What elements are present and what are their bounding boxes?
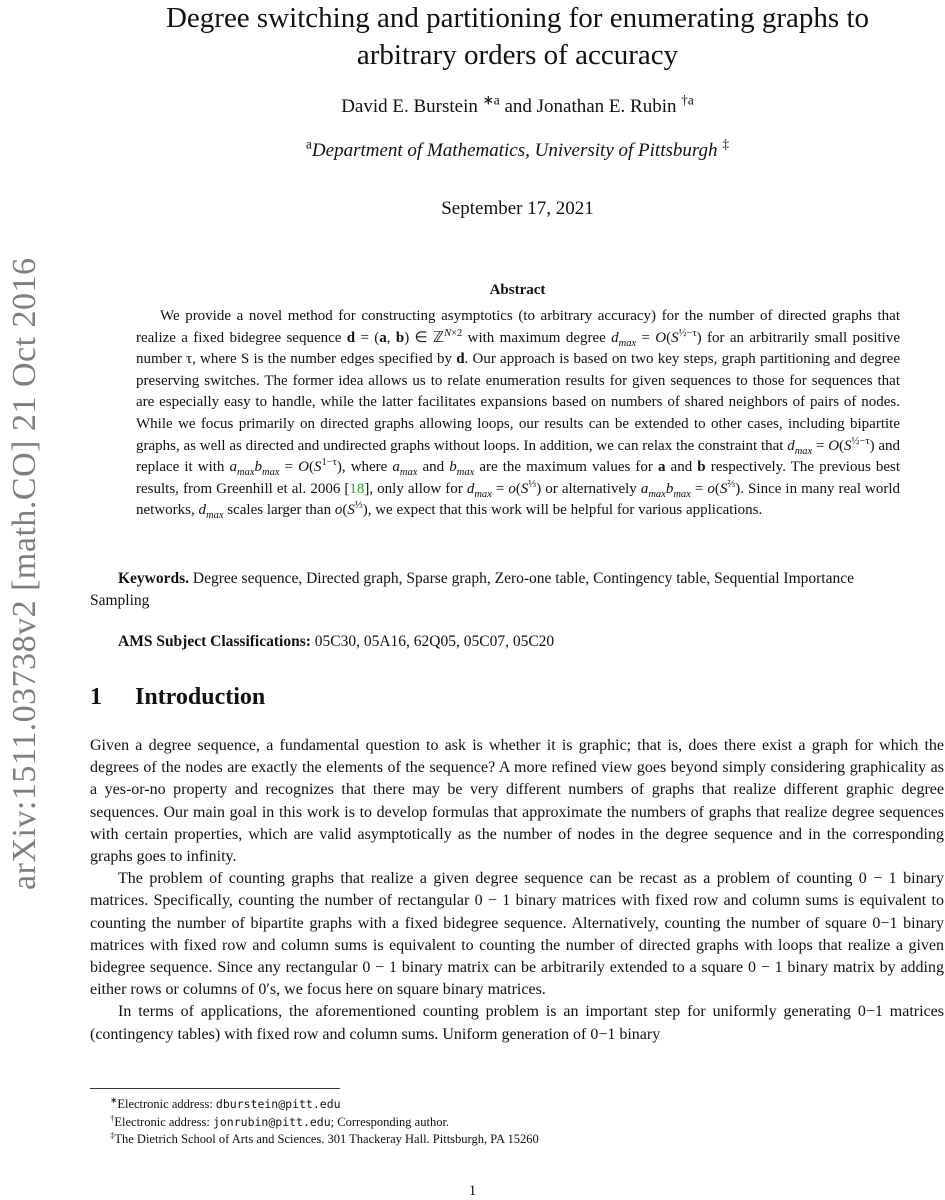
section-title: Introduction: [135, 684, 266, 710]
footnote-1: [110, 1096, 930, 1114]
footnote-2-suffix: ; Corresponding author.: [330, 1114, 450, 1129]
abstract-text: and: [422, 459, 445, 476]
footnote-3-mark: ‡: [110, 1129, 115, 1140]
intro-paragraph-3: In terms of applications, the aforementioned counting problem is an important step for uniformly generating 0−1 matrices (contingency tables) with fixed row and column sums. Uniform generation of 0−1 binary: [90, 1003, 944, 1043]
keywords: [90, 568, 915, 612]
intro-paragraph-1: Given a degree sequence, a fundamental question to ask is whether it is graphic; that is, does there exist a graph for which the degrees of the nodes are exactly the elements of the sequence? A more refined view goes beyond simply considering graphicality as a yes-or-no property and recognizes that there may be very different numbers of graphs that realize different graphic degree sequences. Our main goal in this work is to develop formulas that approximate the numbers of graphs that realize degree sequences with certain properties, which are valid asymptotically as the number of nodes in the degree sequence and in the corresponding graphs goes to infinity.: [90, 737, 944, 866]
abstract-text: for an arbitrarily small positive number τ, where S is the number edges specified by: [136, 329, 900, 368]
abstract-text: and: [670, 459, 693, 476]
footnotes: [110, 1096, 930, 1149]
author-1-mark: ∗a: [482, 92, 500, 108]
citation-link[interactable]: 18: [349, 480, 365, 497]
abstract-heading: Abstract: [489, 282, 546, 298]
footnote-1-text: Electronic address:: [117, 1097, 213, 1111]
ams-classification: [118, 633, 918, 651]
paper-date: September 17, 2021: [441, 198, 594, 219]
ams-label: AMS Subject Classifications:: [118, 633, 311, 650]
affiliation-text: Department of Mathematics, University of Pittsburgh: [311, 140, 718, 161]
abstract-text: We provide a novel method for constructing asymptotics (to arbitrary accuracy) for the number of directed graphs that realize a fixed bidegree sequence: [136, 308, 900, 346]
arxiv-side-stamp: arXiv:1511.03738v2 [math.CO] 21 Oct 2016: [6, 257, 43, 890]
affiliation: [120, 136, 915, 162]
footnote-2-text: Electronic address:: [114, 1114, 210, 1129]
footnote-3: [110, 1131, 930, 1149]
footnote-2-mark: †: [110, 1112, 115, 1123]
affiliation-footmark: ‡: [722, 136, 729, 152]
ams-text: 05C30, 05A16, 62Q05, 05C07, 05C20: [314, 633, 555, 650]
footnote-rule: [90, 1088, 340, 1089]
introduction-body: [90, 735, 944, 1046]
keywords-label: Keywords.: [118, 570, 190, 587]
abstract-text: respectively. The previous best results, from Greenhill et al. 2006: [136, 459, 901, 497]
abstract-text: Our approach is based on two key steps, graph partitioning and degree preserving switches. The former idea allows us to relate enumeration results for given sequences to those for sequences that are especially easy to handle, while the latter facilitates expansions based on numbers of shared neighbors of pairs of nodes. While we focus primarily on directed graphs allowing loops, our results can be extended to other cases, including bipartite graphs, as well as directed and undirected graphs without loops. In addition, we can relax the constraint that: [136, 351, 900, 454]
affiliation-mark: a: [306, 136, 312, 152]
author-line: [120, 92, 915, 118]
footnote-2: [110, 1114, 930, 1132]
abstract-text: or alternatively: [545, 480, 637, 497]
abstract-text: are the maximum values for: [479, 459, 653, 476]
abstract-text: scales larger than: [227, 502, 332, 519]
footnote-1-mark: ∗: [110, 1094, 118, 1105]
author-1: David E. Burstein: [341, 96, 478, 117]
abstract-text: with maximum degree: [467, 329, 606, 346]
abstract-text: , where: [341, 459, 388, 476]
abstract-text: . Since in many real world networks,: [136, 480, 901, 519]
intro-paragraph-2: The problem of counting graphs that realize a given degree sequence can be recast as a problem of counting 0 − 1 binary matrices. Specifically, counting the number of rectangular 0 − 1 binary matrices with fixed row and column sums is equivalent to counting the number of bipartite graphs with a fixed bidegree sequence. Alternatively, counting the number of square 0−1 binary matrices with fixed row and column sums is equivalent to counting the number of directed graphs with loops that realize a given bidegree sequence. Since any rectangular 0 − 1 binary matrix can be arbitrarily extended to a square 0 − 1 binary matrix by adding either rows or columns of 0′s, we focus here on square binary matrices.: [90, 870, 944, 999]
section-heading: [90, 684, 915, 711]
paper-title: Degree switching and partitioning for enumerating graphs to arbitrary orders of accuracy: [165, 2, 870, 71]
footnote-3-text: The Dietrich School of Arts and Sciences. 301 Thackeray Hall. Pittsburgh, PA 15260: [114, 1132, 539, 1146]
author-connector: and: [504, 96, 532, 117]
email-link-2[interactable]: jonrubin@pitt.edu: [212, 1114, 331, 1129]
abstract-text: , we expect that this work will be helpful for various applications.: [367, 502, 763, 519]
author-2-mark: †a: [681, 92, 694, 108]
email-link-1[interactable]: dburstein@pitt.edu: [215, 1097, 341, 1111]
abstract-body: We provide a novel method for constructing asymptotics (to arbitrary accuracy) for the number of directed graphs that realize a fixed bidegree sequence d = (a, b) ∈ ℤ$^{N\times 2}$ with maximum degree $d_{max} = O(S^{\frac{1}{2}-\tau})$ for an arbitrarily small positive number τ, where S is the number edges specified by d. Our approach is based on two key steps, graph partitioning and degree preserving switches. The former idea allows us to relate enumeration results for given sequences to those for sequences that are especially easy to handle, while the latter facilitates expansions based on numbers of shared neighbors of pairs of nodes. While we focus primarily on directed graphs allowing loops, our results can be extended to other cases, including bipartite graphs, as well as directed and undirected graphs without loops. In addition, we can relax the constraint that $d_{max} = O(S^{\frac{1}{2}-\tau})$ and replace it with $a_{max}b_{max} = O(S^{1-\tau})$, where $a_{max}$ and $b_{max}$ are the maximum values for a and b respectively. The previous best results, from Greenhill et al. 2006 [18], only allow for $d_{max} = o(S^{\frac{1}{3}})$ or alternatively $a_{max}b_{max} = o(S^{\frac{2}{3}})$. Since in many real world networks, $d_{max}$ scales larger than $o(S^{\frac{1}{3}})$, we expect that this work will be helpful for various applications.: [136, 308, 901, 522]
section-number: 1: [90, 684, 102, 710]
keywords-text: Degree sequence, Directed graph, Sparse graph, Zero-one table, Contingency table, Sequential Importance Sampling: [90, 570, 854, 609]
abstract-text: and replace it with: [136, 437, 901, 476]
page-number: 1: [468, 1183, 477, 1199]
abstract-text: , only allow for: [369, 480, 463, 497]
author-2: Jonathan E. Rubin: [536, 96, 677, 117]
